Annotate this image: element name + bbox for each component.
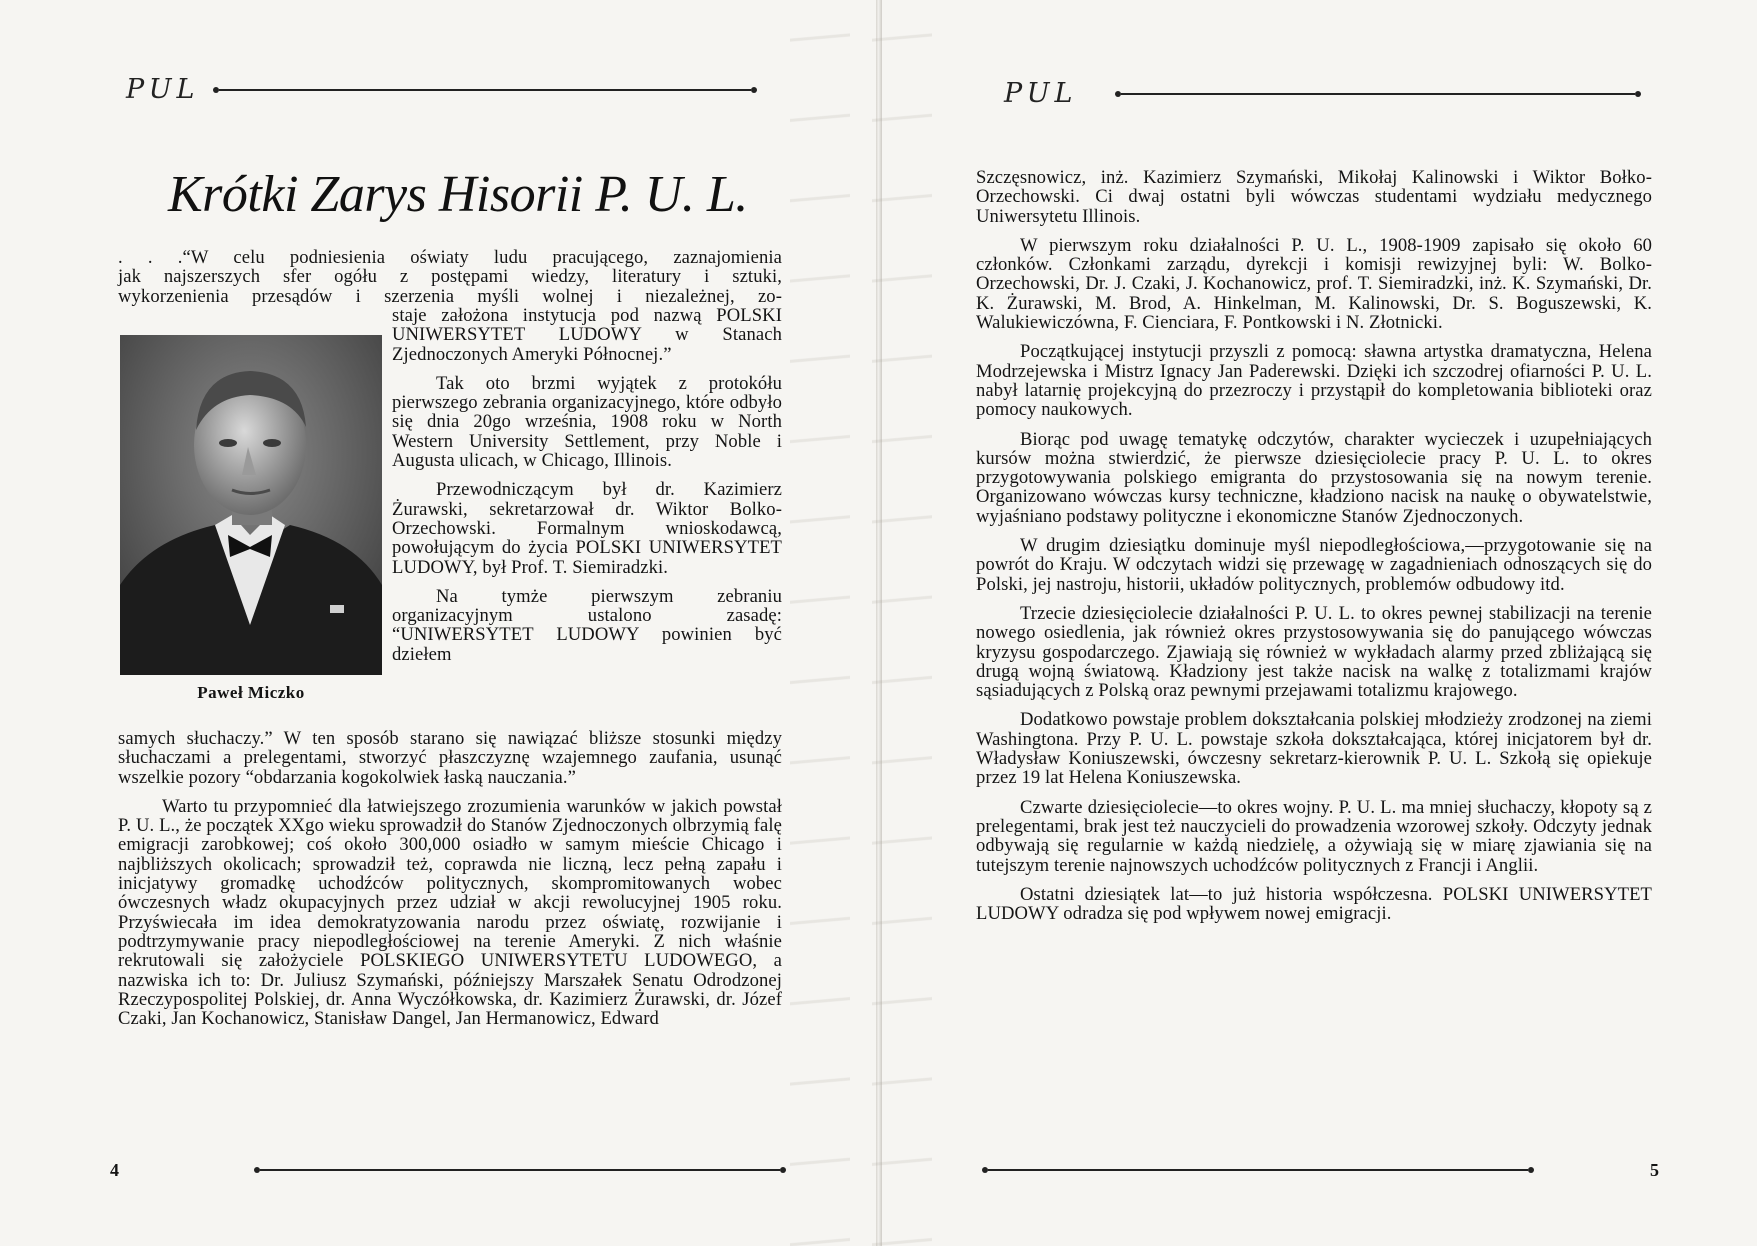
portrait-image (120, 335, 382, 675)
rule-dot-icon (1635, 91, 1641, 97)
paragraph: Biorąc pod uwagę tematykę odczytów, charakter wycieczek i uzupełniających kursów można stwierdzić, że pierwsze dziesięciolecie pracy P. U. L. to okres przygotowywania polskiego emigranta do przystosowania się na nowym terenie. Organizowano wówczas kursy techniczne, kładziono nacisk na naukę o obywatelstwie, wyjaśniano podstawy polityczne i ekonomiczne Stanów Zjednoczonych. (976, 428, 1652, 527)
intro-line: jak najszerszych sfer ogółu z postępami wiedzy, literatury i sztuki, (118, 266, 782, 288)
paragraph: Przewodniczącym był dr. Kazimierz Żurawski, sekretarzował dr. Wiktor Bolko-Orzechowski. Formalnym wnioskodawcą, powołującym do życia POLSKI UNIWERSYTET LUDOWY, był Prof. T. Siemiradzki. (392, 479, 782, 578)
paragraph: Dodatkowo powstaje problem dokształcania polskiej młodzieży zrodzonej na ziemi Washingtona. Przy P. U. L. powstaje szkoła dokształcająca, której inicjatorem był dr. Władysław Koniuszewski, ówczesny sekretarz-kierownik P. U. L. Szkołą się opiekuje przez 19 lat Helena Koniuszewska. (976, 709, 1652, 789)
left-body-text (118, 729, 782, 1028)
rule-dot-icon (751, 87, 757, 93)
page-number: 4 (110, 1160, 119, 1180)
footer-rule (260, 1169, 780, 1171)
photo-caption: Paweł Miczko (197, 683, 305, 702)
paragraph: Szczęsnowicz, inż. Kazimierz Szymański, Mikołaj Kalinowski i Wiktor Bołko-Orzechowski. Ci dwaj ostatni byli wówczas studentami wydziału medycznego Uniwersytetu Illinois. (976, 167, 1652, 227)
paragraph: samych słuchaczy.” W ten sposób starano się nawiązać bliższe stosunki między słuchaczami a prelegentami, stworzyć płaszczyznę wzajemnego zaufania, usunąć wszelkie pozory “obdarzania kogokolwiek łaską nauczania.” (118, 728, 782, 788)
paragraph: Początkującej instytucji przyszli z pomocą: sławna artystka dramatyczna, Helena Modrzejewska i Mistrz Ignacy Jan Paderewski. Dzięki ich szczodrej ofiarności P. U. L. nabył latarnię projekcyjną do przezroczy i przystąpił do kompletowania biblioteki oraz pomocy naukowych. (976, 341, 1652, 421)
portrait-photo (120, 335, 382, 675)
paragraph: W drugim dziesiątku dominuje myśl niepodległościowa,—przygotowanie się na powrót do Kraju. W odczytach widzi się przewagę w zagadnieniach odnoszących się do Polski, jej nastroju, historii, układów politycznych, problemów odbudowy itd. (976, 535, 1652, 595)
paragraph: Czwarte dziesięciolecie—to okres wojny. P. U. L. ma mniej słuchaczy, kłopoty są z prelegentami, brak jest też nauczycieli do prowadzenia wzorowej szkoły. Odczyty jednak odbywają się regularnie w każdą niedzielę, a ożywiają się w miarę zjawiania się na tutejszym terenie najnowszych uchodźców politycznych z Francji i Anglii. (976, 796, 1652, 876)
intro-line: . . .“W celu podniesienia oświaty ludu pracującego, zaznajomienia (118, 247, 782, 268)
footer-rule (988, 1169, 1528, 1171)
rule-dot-icon (1528, 1167, 1534, 1173)
right-page (882, 0, 1757, 1246)
left-page (0, 0, 876, 1246)
left-page-header (126, 74, 757, 105)
right-page-header (1004, 78, 1641, 109)
header-rule (219, 89, 751, 91)
right-page-footer (982, 1167, 1534, 1173)
header-rule (1121, 93, 1635, 95)
paragraph: Warto tu przypomnieć dla łatwiejszego zrozumienia warunków w jakich powstał P. U. L., że początek XXgo wieku sprowadził do Stanów Zjednoczonych olbrzymią falę emigracji zarobkowej; coś około 300,000 osiadło w samym mieście Chicago i najbliższych okolicach; sprowadził też, coprawda nie liczną, lecz pełną zapału i inicjatywy gromadkę uchodźców politycznych, skompromitowanych wobec ówczesnych władz okupacyjnych przez udział w akcji rewolucyjnej 1905 roku. Przyświecała im idea demokratyzowania narodu przez oświatę, rozwijanie i podtrzymywanie pracy niepodległościowej na terenie Ameryki. Z nich właśnie rekrutowali się założyciele POLSKIEGO UNIWERSYTETU LUDOWEGO, a nazwiska ich to: Dr. Juliusz Szymański, późniejszy Marszałek Senatu Odrodzonej Rzeczypospolitej Polskiej, dr. Anna Wyczółkowska, dr. Kazimierz Żurawski, dr. Józef Czaki, Jan Kochanowicz, Stanisław Dangel, Jan Hermanowicz, Edward (118, 795, 782, 1030)
paragraph: Na tymże pierwszym zebraniu organizacyjnym ustalono zasadę: “UNIWERSYTET LUDOWY powinien być dziełem (392, 585, 782, 665)
paper-crease (872, 0, 932, 1246)
paragraph: Trzecie dziesięciolecie działalności P. U. L. to okres pewnej stabilizacji na terenie nowego osiedlenia, jak również okres przystosowywania się do panującego wówczas kryzysu gospodarczego. Zjawiają się również w wykładach alarmy przed zbliżającą się drugą wojną światową. Kładziony jest także nacisk na walkę z totalizmami krajów sąsiadujących z Polską oraz pewnymi przejawami totalizmu krajowego. (976, 602, 1652, 702)
rule-dot-icon (780, 1167, 786, 1173)
paragraph: Tak oto brzmi wyjątek z protokółu pierwszego zebrania organizacyjnego, które odbyło się dnia 20go września, 1908 roku w North Western University Settlement, przy Noble i Augusta ulicach, w Chicago, Illinois. (392, 372, 782, 472)
pul-logo: PUL (126, 74, 200, 105)
page-number: 5 (1650, 1160, 1659, 1180)
intro-line: wykorzenienia przesądów i szerzenia myśli wolnej i niezależnej, zo- (118, 285, 782, 307)
page-title: Krótki Zarys Hisorii P. U. L. (168, 166, 748, 223)
pul-logo: PUL (1004, 78, 1078, 109)
left-page-footer (254, 1167, 786, 1173)
text-beside-photo (392, 306, 782, 664)
right-body-text (976, 168, 1652, 923)
paragraph: W pierwszym roku działalności P. U. L., 1908-1909 zapisało się około 60 członków. Członkami zarządu, dyrekcji i komisji rewizyjnej byli: W. Bolko-Orzechowski, Dr. J. Czaki, J. Kochanowicz, prof. T. Siemiradzki, inż. K. Szymański, Dr. K. Żurawski, M. Brod, A. Hinkelman, M. Kalinowski, Dr. S. Boguszewski, K. Walukiewiczówna, F. Cienciara, F. Pontkowski i N. Złotnicki. (976, 234, 1652, 334)
paragraph: Ostatni dziesiątek lat—to już historia współczesna. POLSKI UNIWERSYTET LUDOWY odradza się pod wpływem nowej emigracji. (976, 883, 1652, 925)
paper-crease (790, 0, 850, 1246)
paragraph: staje założona instytucja pod nazwą POLSKI UNIWERSYTET LUDOWY w Stanach Zjednoczonych Ameryki Północnej.” (392, 305, 782, 365)
intro-text (118, 248, 782, 306)
